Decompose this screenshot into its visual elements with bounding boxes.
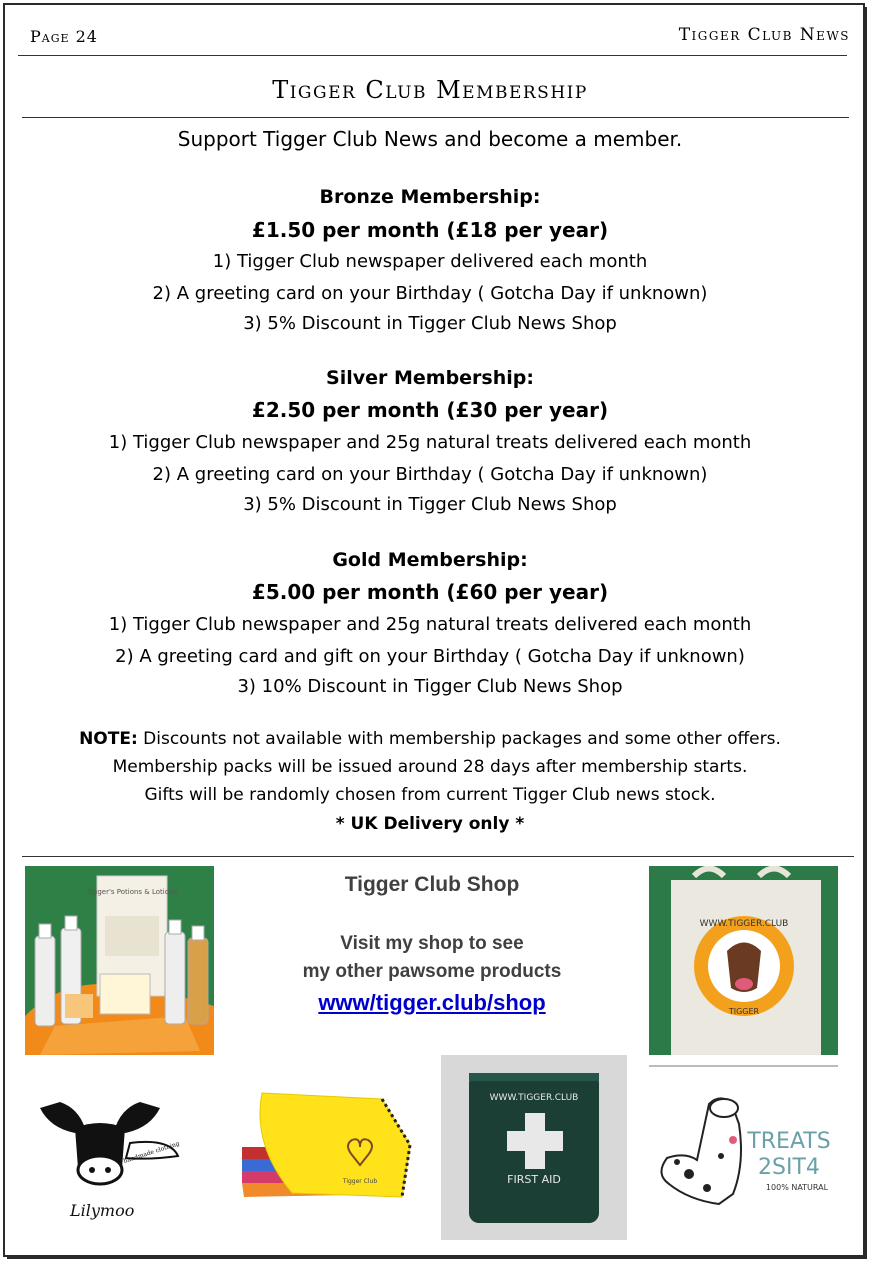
- publication-name: Tigger Club News: [678, 25, 850, 45]
- page-title: Tigger Club Membership: [272, 76, 588, 104]
- bronze-benefit: 2) A greeting card on your Birthday ( Gotcha Day if unknown): [152, 283, 708, 304]
- potions-kit-photo: [25, 866, 214, 1055]
- lilymoo-script: Lilymoo: [70, 1201, 135, 1220]
- shop-link[interactable]: www/tigger.club/shop: [318, 990, 546, 1015]
- shop-line-2: my other pawsome products: [302, 961, 562, 982]
- header-divider: [18, 55, 847, 56]
- first-aid-kit-photo: [441, 1055, 627, 1240]
- firstaid-label: FIRST AID: [507, 1173, 561, 1186]
- towel-text: Tigger Club: [342, 1178, 378, 1185]
- shop-divider: [22, 856, 854, 857]
- silver-tier-name: Silver Membership:: [326, 367, 534, 389]
- treats-line-2: 2SIT4: [758, 1155, 820, 1180]
- intro-text: Support Tigger Club News and become a member.: [177, 127, 683, 151]
- firstaid-url: WWW.TIGGER.CLUB: [489, 1093, 579, 1103]
- silver-benefit: 1) Tigger Club newspaper and 25g natural treats delivered each month: [108, 432, 752, 453]
- note-label: NOTE:: [79, 729, 138, 749]
- delivery-note: * UK Delivery only *: [335, 814, 525, 834]
- treats-line-3: 100% NATURAL: [765, 1183, 829, 1192]
- treats-2sit4-logo: [649, 1064, 838, 1224]
- shop-title: Tigger Club Shop: [344, 873, 520, 896]
- gold-benefit: 2) A greeting card and gift on your Birthday ( Gotcha Day if unknown): [115, 646, 745, 667]
- title-divider: [22, 117, 849, 118]
- gold-benefit: 1) Tigger Club newspaper and 25g natural treats delivered each month: [108, 614, 752, 635]
- silver-tier-price: £2.50 per month (£30 per year): [251, 398, 609, 422]
- bag-text-top: WWW.TIGGER.CLUB: [699, 919, 789, 929]
- bronze-tier-name: Bronze Membership:: [319, 186, 541, 208]
- note-line-1: [0, 729, 860, 749]
- shop-line-1: Visit my shop to see: [340, 933, 524, 954]
- bronze-tier-price: £1.50 per month (£18 per year): [251, 218, 609, 242]
- towels-photo: [232, 1085, 422, 1205]
- tote-bag-photo: [649, 866, 838, 1055]
- silver-benefit: 3) 5% Discount in Tigger Club News Shop: [243, 494, 617, 515]
- gold-tier-name: Gold Membership:: [332, 549, 528, 571]
- bronze-benefit: 3) 5% Discount in Tigger Club News Shop: [243, 313, 617, 334]
- bronze-benefit: 1) Tigger Club newspaper delivered each month: [212, 251, 648, 272]
- note-text: Discounts not available with membership packages and some other offers.: [137, 729, 781, 749]
- lilymoo-logo: [30, 1098, 180, 1223]
- page-number: Page 24: [30, 27, 98, 46]
- bag-text-bottom: TIGGER: [728, 1007, 760, 1016]
- gold-benefit: 3) 10% Discount in Tigger Club News Shop: [237, 676, 623, 697]
- gold-tier-price: £5.00 per month (£60 per year): [251, 580, 609, 604]
- note-line-2: Membership packs will be issued around 28 days after membership starts.: [112, 757, 748, 777]
- silver-benefit: 2) A greeting card on your Birthday ( Gotcha Day if unknown): [152, 464, 708, 485]
- treats-line-1: TREATS: [747, 1129, 831, 1154]
- kit-box-text: Tigger's Potions & Lotions: [86, 888, 178, 896]
- lilymoo-tag: handmade clothing: [122, 1140, 180, 1165]
- note-line-3: Gifts will be randomly chosen from current Tigger Club news stock.: [144, 785, 716, 805]
